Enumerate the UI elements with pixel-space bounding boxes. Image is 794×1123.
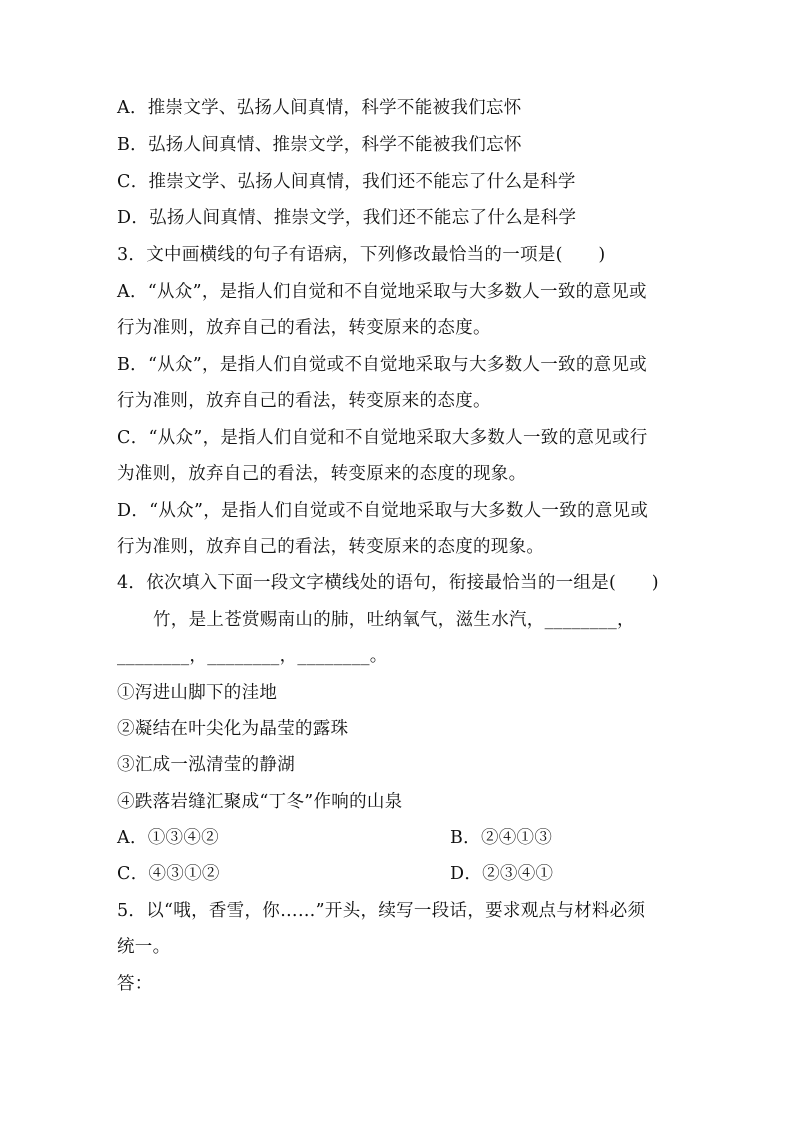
q3-option-a-line1: A．“从众”，是指人们自觉和不自觉地采取与大多数人一致的意见或 — [117, 282, 647, 302]
q3-option-d-line2: 行为准则，放弃自己的看法，转变原来的态度的现象。 — [117, 537, 545, 557]
q4-item-1: ①泻进山脚下的洼地 — [117, 683, 278, 703]
q2-option-b: B．弘扬人间真情、推崇文学，科学不能被我们忘怀 — [117, 135, 522, 155]
q4-item-3: ③汇成一泓清莹的静湖 — [117, 755, 295, 775]
q3-option-c-line2: 为准则，放弃自己的看法，转变原来的态度的现象。 — [117, 464, 527, 484]
q4-option-d: D．②③④① — [450, 864, 554, 884]
q3-option-a-line2: 行为准则，放弃自己的看法，转变原来的态度。 — [117, 318, 491, 338]
q4-passage-line2: ________，________，________。 — [117, 646, 388, 666]
q4-option-c: C．④③①② — [117, 864, 220, 884]
q5-answer-label: 答： — [117, 974, 153, 994]
q2-option-d: D．弘扬人间真情、推崇文学，我们还不能忘了什么是科学 — [117, 208, 577, 228]
q3-option-b-line1: B．“从众”，是指人们自觉或不自觉地采取与大多数人一致的意见或 — [117, 355, 648, 375]
q4-item-4: ④跌落岩缝汇聚成“丁冬”作响的山泉 — [117, 792, 403, 812]
q5-stem-line1: 5．以“哦，香雪，你……”开头，续写一段话，要求观点与材料必须 — [117, 901, 646, 921]
q5-stem-line2: 统一。 — [117, 937, 171, 957]
q4-stem: 4．依次填入下面一段文字横线处的语句，衔接最恰当的一组是( ) — [117, 573, 659, 593]
q2-option-c: C．推崇文学、弘扬人间真情，我们还不能忘了什么是科学 — [117, 172, 576, 192]
q2-option-a: A．推崇文学、弘扬人间真情，科学不能被我们忘怀 — [117, 98, 522, 118]
q4-item-2: ②凝结在叶尖化为晶莹的露珠 — [117, 719, 349, 739]
q4-option-a: A．①③④② — [117, 828, 219, 848]
q3-stem: 3．文中画横线的句子有语病，下列修改最恰当的一项是( ) — [117, 245, 606, 265]
q3-option-d-line1: D．“从众”，是指人们自觉或不自觉地采取与大多数人一致的意见或 — [117, 501, 649, 521]
q4-options-row1 — [117, 828, 553, 848]
q4-options-row2 — [117, 864, 554, 884]
q4-option-b: B．②④①③ — [450, 828, 553, 848]
q3-option-b-line2: 行为准则，放弃自己的看法，转变原来的态度。 — [117, 391, 491, 411]
q3-option-c-line1: C．“从众”，是指人们自觉和不自觉地采取大多数人一致的意见或行 — [117, 428, 648, 448]
q4-passage-line1: 竹，是上苍赏赐南山的肺，吐纳氧气，滋生水汽，________， — [153, 610, 635, 630]
